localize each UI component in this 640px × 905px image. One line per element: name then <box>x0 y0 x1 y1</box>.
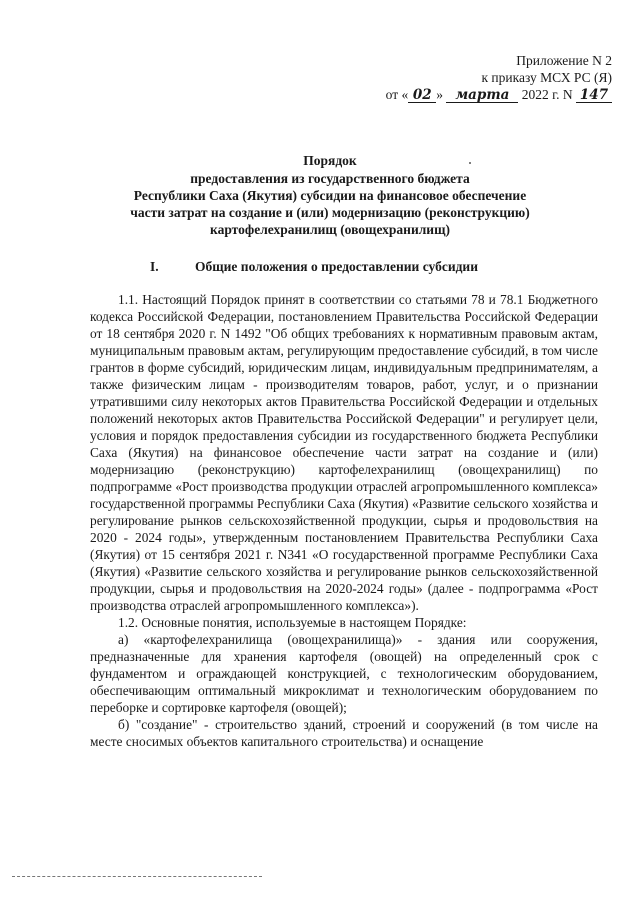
section-heading <box>150 259 478 275</box>
title-line: предоставления из государственного бюджета <box>190 171 470 186</box>
document-title <box>80 152 580 238</box>
title-line: части затрат на создание и (или) модернизацию (реконструкцию) <box>130 205 530 220</box>
title-heading: Порядок <box>303 153 357 168</box>
paragraph: 1.2. Основные понятия, используемые в настоящем Порядке: <box>118 615 467 630</box>
appendix-header <box>352 52 612 103</box>
date-prefix: от « <box>385 87 409 102</box>
handwritten-order-number: 147 <box>576 88 612 103</box>
section-title: Общие положения о предоставлении субсидии <box>195 259 478 274</box>
handwritten-day: 02 <box>408 88 436 103</box>
order-date-line <box>352 86 612 103</box>
handwritten-month: марта <box>446 88 518 103</box>
date-mid: » <box>436 87 443 102</box>
title-line: Республики Саха (Якутия) субсидии на финансовое обеспечение <box>133 188 527 203</box>
date-year: 2022 г. N <box>521 87 573 102</box>
footer-divider <box>12 876 262 877</box>
order-reference: к приказу МСХ РС (Я) <box>481 70 612 85</box>
appendix-label: Приложение N 2 <box>516 53 612 68</box>
document-body <box>90 291 598 750</box>
title-line: картофелехранилищ (овощехранилищ) <box>210 222 450 237</box>
paragraph: 1.1. Настоящий Порядок принят в соответствии со статьями 78 и 78.1 Бюджетного кодекса Российской Федерации, постановлением Правительства Российской Федерации от 18 сентября 2020 г. N 1492 "Об общих требованиях к нормативным правовым актам, муниципальным правовым актам, регулирующим предоставление субсидий, в том числе грантов в форме субсидий, юридическим лицам, индивидуальным предпринимателям, а также физическим лицам - производителям товаров, работ, услуг, и о признании утратившими силу некоторых актов Правительства Российской Федерации и отдельных положений некоторых актов Правительства Российской Федерации" и регулирует цели, условия и порядок предоставления субсидии из государственного бюджета Республики Саха (Якутия) на финансовое обеспечение части затрат на создание и (или) модернизацию (реконструкцию) картофелехранилищ (овощехранилищ) по подпрограмме «Рост производства продукции отраслей агропромышленного комплекса» государственной программы Республики Саха (Якутия) «Развитие сельского хозяйства и регулирование рынков сельскохозяйственной продукции, сырья и продовольствия на 2020 - 2024 годы», утвержденным постановлением Правительства Республики Саха (Якутия) от 15 сентября 2021 г. N341 «О государственной программе Республики Саха (Якутия) «Развитие сельского хозяйства и регулирование рынков сельскохозяйственной продукции, сырья и продовольствия на 2020-2024 годы» (далее - подпрограмма «Рост производства отраслей агропромышленного комплекса»). <box>90 292 598 613</box>
section-number: I. <box>150 259 159 274</box>
paragraph: а) «картофелехранилища (овощехранилища)» - здания или сооружения, предназначенные для хранения картофеля (овощей) на определенный срок с фундаментом и ограждающей конструкцией, с технологическим оборудованием, обеспечивающим оптимальный микроклимат и технологическим оборудованием по переборке и сортировке картофеля (овощей); <box>90 632 598 715</box>
paragraph: б) "создание" - строительство зданий, строений и сооружений (в том числе на месте сносимых объектов капитального строительства) и оснащение <box>90 717 598 749</box>
